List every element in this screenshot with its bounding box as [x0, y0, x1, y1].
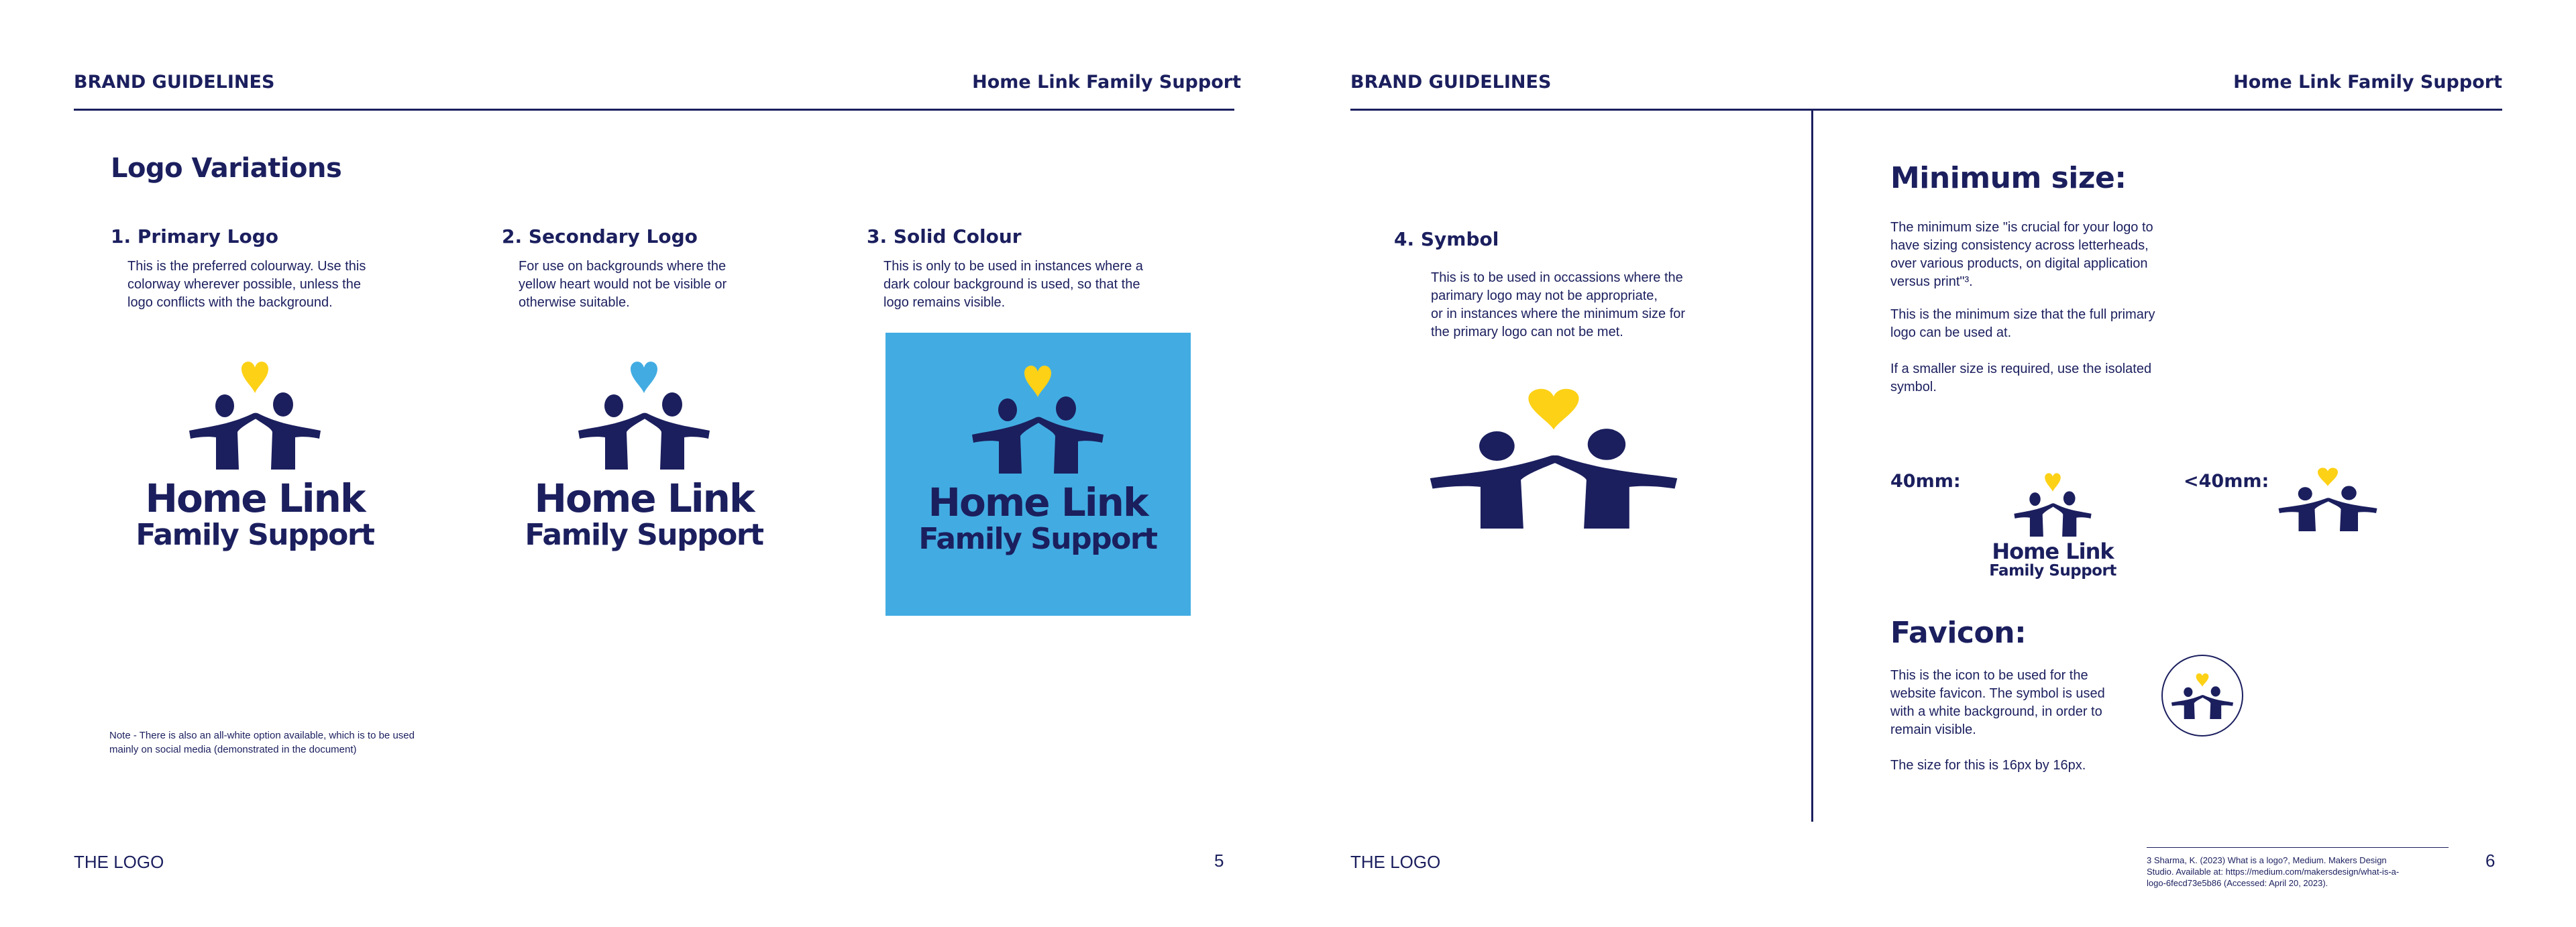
page-number: 5: [1214, 851, 1224, 871]
header-brand-name: Home Link Family Support: [972, 72, 1241, 93]
logo-wordmark-line2: Family Support: [136, 518, 374, 552]
section-heading-primary-logo: 1. Primary Logo: [111, 225, 279, 248]
favicon-symbol-icon: [2171, 671, 2234, 719]
section-text-primary-logo: This is the preferred colourway. Use this colorway wherever possible, unless the logo conflicts with the background.: [127, 259, 366, 310]
favicon-text-2: The size for this is 16px by 16px.: [1890, 758, 2086, 773]
favicon-text-1: This is the icon to be used for the website favicon. The symbol is used with a white background, in order to remain visible.: [1890, 668, 2105, 737]
logo-wordmark-line1: Home Link: [928, 480, 1148, 525]
logo-symbol-icon: [188, 356, 322, 470]
section-text-secondary-logo: For use on backgrounds where the yellow heart would not be visible or otherwise suitable.: [519, 259, 727, 310]
favicon-preview: [2161, 655, 2243, 737]
logo-symbol-small-icon: [2012, 470, 2093, 537]
header-divider: [1350, 109, 2502, 111]
column-divider: [1811, 111, 1813, 822]
footnote-divider: [2147, 847, 2449, 848]
size-label-under-40mm: <40mm:: [2184, 471, 2269, 492]
section-heading-symbol: 4. Symbol: [1394, 228, 1499, 250]
logo-wordmark-line2: Family Support: [1989, 562, 2116, 580]
footnote: 3 Sharma, K. (2023) What is a logo?, Medium. Makers Design Studio. Available at: https://medium.com/makersdesign/what-is-a- logo-6fecd73e5b86 (Accessed: April 20, 2023).: [2147, 855, 2400, 888]
header-brand-name: Home Link Family Support: [2233, 72, 2502, 93]
page-number: 6: [2485, 851, 2496, 871]
page-title: Logo Variations: [111, 153, 342, 184]
section-text-symbol: This is to be used in occassions where the parimary logo may not be appropriate, or in instances where the minimum size for the primary logo can not be met.: [1431, 270, 1686, 339]
logo-wordmark-line2: Family Support: [525, 518, 763, 552]
favicon-title: Favicon:: [1890, 616, 2027, 650]
logo-symbol-blue-heart-icon: [577, 356, 711, 470]
symbol-small-icon: [2277, 464, 2378, 531]
minimum-size-title: Minimum size:: [1890, 161, 2127, 195]
symbol-icon: [1428, 381, 1680, 529]
logo-at-40mm: [1986, 470, 2120, 579]
logo-symbol-icon: [971, 360, 1105, 474]
header-brand-guidelines: BRAND GUIDELINES: [1350, 72, 1552, 93]
solid-colour-logo: [885, 333, 1191, 616]
primary-logo: [127, 356, 382, 550]
footer-section-label: THE LOGO: [1350, 852, 1441, 872]
footer-section-label: THE LOGO: [74, 852, 164, 872]
logo-wordmark-line2: Family Support: [918, 522, 1157, 556]
logo-wordmark-line1: Home Link: [1992, 539, 2114, 564]
secondary-logo: [517, 356, 771, 550]
section-heading-solid-colour: 3. Solid Colour: [867, 225, 1022, 248]
header-divider: [74, 109, 1234, 111]
header-brand-guidelines: BRAND GUIDELINES: [74, 72, 275, 93]
minimum-size-text-1: The minimum size "is crucial for your logo to have sizing consistency across letterheads, over various products, on digital application versus print"³.: [1890, 220, 2153, 289]
logo-wordmark-line1: Home Link: [145, 476, 365, 521]
minimum-size-text-2: This is the minimum size that the full primary logo can be used at.: [1890, 307, 2155, 340]
minimum-size-text-3: If a smaller size is required, use the isolated symbol.: [1890, 362, 2152, 394]
section-heading-secondary-logo: 2. Secondary Logo: [502, 225, 698, 248]
size-label-40mm: 40mm:: [1890, 471, 1961, 492]
section-text-solid-colour: This is only to be used in instances where a dark colour background is used, so that the logo remains visible.: [883, 259, 1143, 310]
note-text: Note - There is also an all-white option available, which is to be used mainly on social media (demonstrated in the document): [109, 730, 415, 755]
logo-wordmark-line1: Home Link: [534, 476, 754, 521]
